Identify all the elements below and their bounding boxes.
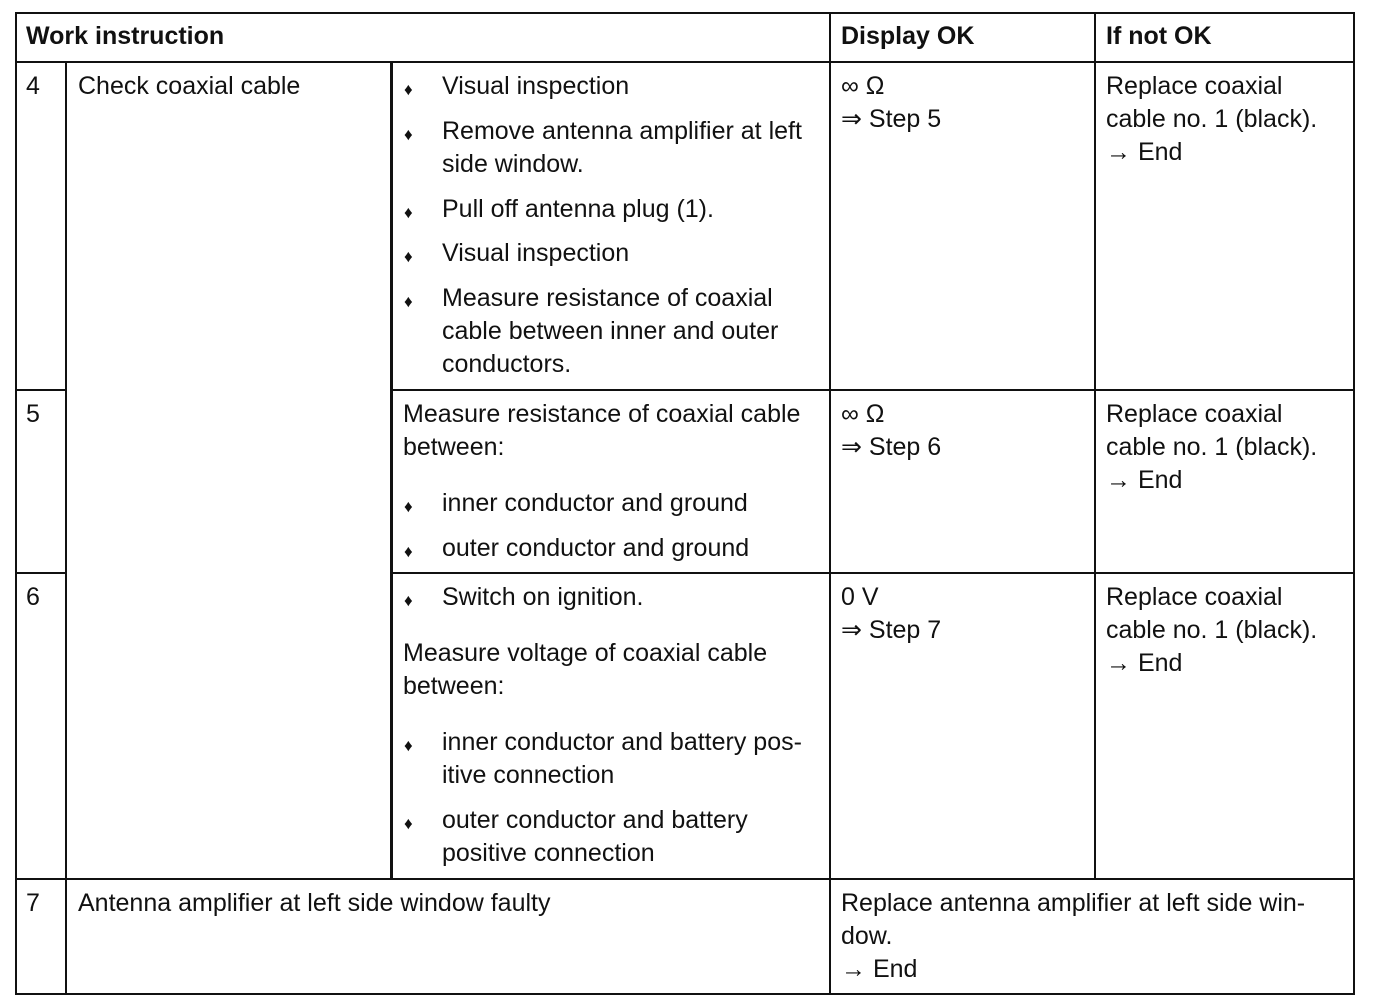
step-number-6: 6	[26, 583, 40, 611]
row5-not-ok-line-2: cable no. 1 (black).	[1106, 433, 1318, 461]
notok-column-divider	[1094, 12, 1096, 880]
step-number-4: 4	[26, 72, 40, 100]
header-divider	[15, 61, 1355, 63]
bullet-icon: ♦	[404, 591, 413, 610]
table-border-top	[15, 12, 1355, 14]
row4-display-ok-next: ⇒ Step 5	[841, 105, 942, 133]
bullet-icon: ♦	[404, 736, 413, 755]
bullet-icon: ♦	[404, 292, 413, 311]
bullet-icon: ♦	[404, 80, 413, 99]
row4-title: Check coaxial cable	[78, 72, 301, 100]
table-border-bottom	[15, 993, 1355, 995]
header-if-not-ok: If not OK	[1106, 22, 1212, 50]
row6-bullet-1-line-2: itive connection	[442, 761, 615, 789]
table-border-right	[1353, 12, 1355, 995]
row4-bullet-5-line-2: cable between inner and outer	[442, 317, 779, 345]
row6-intro-line-2: between:	[403, 672, 505, 700]
table-border-left	[15, 12, 17, 995]
row4-row5-divider-right	[391, 389, 1355, 391]
step-number-5: 5	[26, 400, 40, 428]
bullet-icon: ♦	[404, 203, 413, 222]
row4-not-ok-line-1: Replace coaxial	[1106, 72, 1283, 100]
row4-not-ok-line-2: cable no. 1 (black).	[1106, 105, 1318, 133]
bullet-icon: ♦	[404, 125, 413, 144]
row6-bullet-1-line-1: inner conductor and battery pos-	[442, 728, 802, 756]
row5-row6-divider-right	[391, 572, 1355, 574]
row4-bullet-5-line-3: conductors.	[442, 350, 572, 378]
row4-bullet-4: Visual inspection	[442, 239, 630, 267]
row6-bullet-top-1: Switch on ignition.	[442, 583, 644, 611]
row4-bullet-2-line-1: Remove antenna amplifier at left	[442, 117, 802, 145]
row6-bullet-2-line-2: positive connection	[442, 839, 655, 867]
bullet-icon: ♦	[404, 814, 413, 833]
row6-not-ok-line-3: → End	[1106, 649, 1183, 677]
row7-result-line-1: Replace antenna amplifier at left side win-	[841, 889, 1306, 917]
row5-display-ok-next: ⇒ Step 6	[841, 433, 942, 461]
bullet-icon: ♦	[404, 497, 413, 516]
step-number-7: 7	[26, 889, 40, 917]
step-column-divider	[65, 61, 67, 995]
bullet-icon: ♦	[404, 247, 413, 266]
row5-display-ok-value: ∞ Ω	[841, 400, 885, 428]
row4-bullet-3: Pull off antenna plug (1).	[442, 195, 714, 223]
row6-intro-line-1: Measure voltage of coaxial cable	[403, 639, 768, 667]
row5-bullet-2: outer conductor and ground	[442, 534, 750, 562]
header-work-instruction: Work instruction	[26, 22, 225, 50]
row4-not-ok-line-3: → End	[1106, 138, 1183, 166]
row6-row7-divider	[15, 878, 1355, 880]
row6-not-ok-line-2: cable no. 1 (black).	[1106, 616, 1318, 644]
row6-display-ok-next: ⇒ Step 7	[841, 616, 942, 644]
row4-display-ok-value: ∞ Ω	[841, 72, 885, 100]
row5-intro-line-1: Measure resistance of coaxial cable	[403, 400, 801, 428]
row4-bullet-2-line-2: side window.	[442, 150, 584, 178]
bullet-icon: ♦	[404, 542, 413, 561]
row4-bullet-1: Visual inspection	[442, 72, 630, 100]
row7-result-line-2: dow.	[841, 922, 893, 950]
row4-row5-divider-left	[15, 389, 67, 391]
header-display-ok: Display OK	[841, 22, 975, 50]
row6-bullet-2-line-1: outer conductor and battery	[442, 806, 748, 834]
row5-bullet-1: inner conductor and ground	[442, 489, 748, 517]
row6-display-ok-value: 0 V	[841, 583, 879, 611]
row7-result-line-3: → End	[841, 955, 918, 983]
row7-title: Antenna amplifier at left side window faulty	[78, 889, 551, 917]
row5-intro-line-2: between:	[403, 433, 505, 461]
row5-row6-divider-left	[15, 572, 67, 574]
row5-not-ok-line-3: → End	[1106, 466, 1183, 494]
row4-bullet-5-line-1: Measure resistance of coaxial	[442, 284, 773, 312]
display-column-divider	[829, 12, 831, 995]
instruction-column-divider	[390, 61, 393, 880]
row6-not-ok-line-1: Replace coaxial	[1106, 583, 1283, 611]
row5-not-ok-line-1: Replace coaxial	[1106, 400, 1283, 428]
